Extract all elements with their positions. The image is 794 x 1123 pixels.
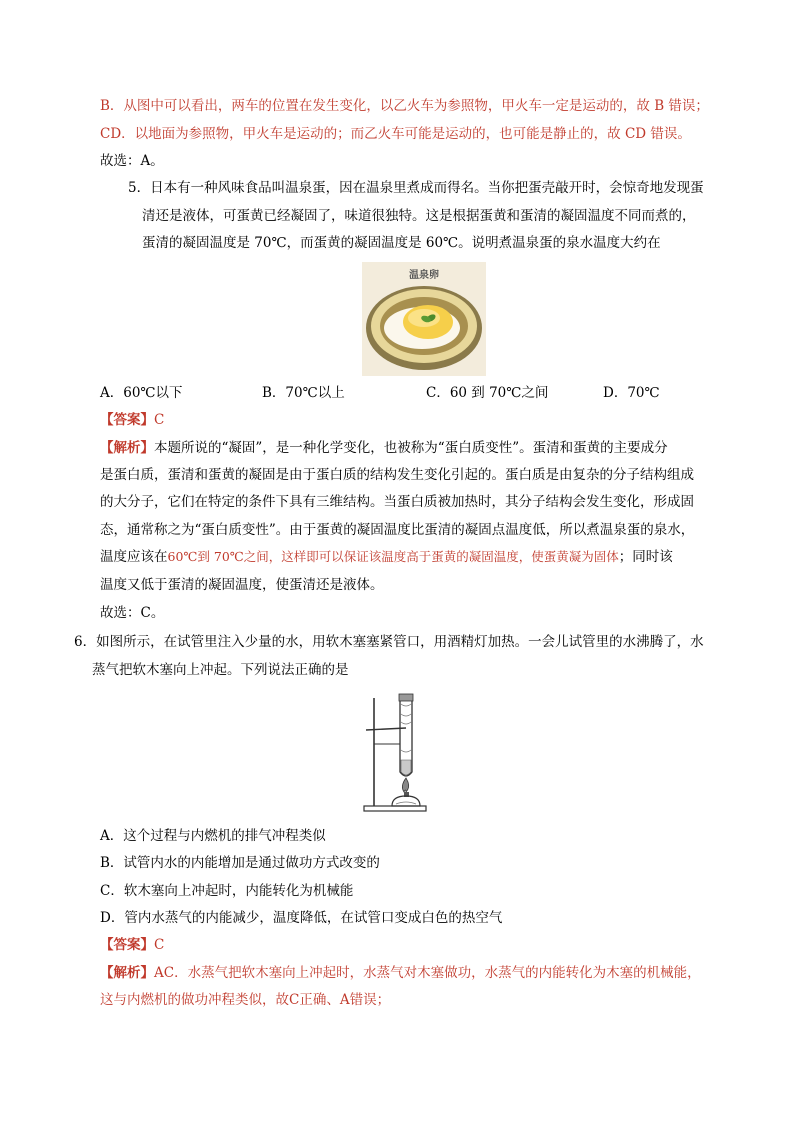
q5-analysis-row-5 [100,547,673,567]
q6-answer-tag: 【答案】 [100,937,154,953]
q6-answer-row [100,935,164,955]
q5-option-b: B．70℃以上 [262,385,345,401]
q5-option-a: A．60℃以下 [100,385,183,401]
q5-answer-value: C [154,412,165,428]
q6-analysis-tag: 【解析】 [100,965,154,981]
prev-analysis-line-2: CD．以地面为参照物，甲火车是运动的；而乙火车可能是运动的，也可能是静止的，故 CD 错误。 [100,126,691,142]
q6-option-d: D．管内水蒸气的内能减少，温度降低，在试管口变成白色的热空气 [100,910,503,926]
test-tube-apparatus-image [360,688,432,816]
q5-stem-line-1: 5．日本有一种风味食品叫温泉蛋，因在温泉里煮成而得名。当你把蛋壳敲开时，会惊奇地发现蛋 [128,180,704,196]
q5-analysis-tag: 【解析】 [100,440,154,456]
q6-option-b: B．试管内水的内能增加是通过做功方式改变的 [100,855,380,871]
q5-analysis-line-1: 本题所说的“凝固”，是一种化学变化，也被称为“蛋白质变性”。蛋清和蛋黄的主要成分 [154,440,668,456]
q6-option-c: C．软木塞向上冲起时，内能转化为机械能 [100,883,354,899]
prev-analysis-line-1: B．从图中可以看出，两车的位置在发生变化，以乙火车为参照物，甲火车一定是运动的，故 B 错误； [100,98,709,114]
q5-analysis-line-6: 温度又低于蛋清的凝固温度，使蛋清还是液体。 [100,577,384,593]
q5-answer-tag: 【答案】 [100,412,154,428]
q5-option-c: C．60 到 70℃之间 [426,385,549,401]
q5-analysis-line-2: 是蛋白质，蛋清和蛋黄的凝固是由于蛋白质的结构发生变化引起的。蛋白质是由复杂的分子结构组成 [100,467,694,483]
q5-stem-line-2: 清还是液体，可蛋黄已经凝固了，味道很独特。这是根据蛋黄和蛋清的凝固温度不同而煮的， [142,208,696,224]
q5-analysis-line-5-end: ；同时该 [618,549,673,565]
onsen-egg-image [362,262,486,376]
onsen-egg-bowl-icon [362,262,486,376]
prev-choice: 故选：A。 [100,153,164,169]
q6-option-a: A．这个过程与内燃机的排气冲程类似 [100,828,326,844]
test-tube-burner-icon [360,688,432,816]
q6-answer-value: C [154,937,165,953]
q5-analysis-line-4: 态，通常称之为“蛋白质变性”。由于蛋黄的凝固温度比蛋清的凝固点温度低，所以煮温泉蛋的泉水， [100,522,695,538]
q6-analysis-line-1: AC．水蒸气把软木塞向上冲起时，水蒸气对木塞做功，水蒸气的内能转化为木塞的机械能， [154,965,701,981]
q5-analysis-line-5-highlight: 60℃到 70℃之间，这样即可以保证该温度高于蛋黄的凝固温度，使蛋黄凝为固体 [167,549,619,564]
q6-stem-line-1: 6．如图所示，在试管里注入少量的水，用软木塞塞紧管口，用酒精灯加热。一会儿试管里的水沸腾了，水 [74,634,704,650]
q5-option-d: D．70℃ [603,385,660,401]
onsen-egg-label: 温泉卵 [409,270,439,281]
q6-analysis-line-2: 这与内燃机的做功冲程类似，故C正确、A错误； [100,992,391,1008]
q5-analysis-line-3: 的大分子，它们在特定的条件下具有三维结构。当蛋白质被加热时，其分子结构会发生变化，形成固 [100,494,694,510]
q5-analysis-line-5-start: 温度应该在 [100,549,168,565]
q5-stem-line-3: 蛋清的凝固温度是 70℃，而蛋黄的凝固温度是 60℃。说明煮温泉蛋的泉水温度大约在 [142,235,661,251]
q6-analysis-row-1 [100,963,701,983]
q5-analysis-row-1 [100,438,668,458]
q5-answer-row [100,410,164,430]
q5-choice: 故选：C。 [100,605,165,621]
q6-stem-line-2: 蒸气把软木塞向上冲起。下列说法正确的是 [92,662,349,678]
